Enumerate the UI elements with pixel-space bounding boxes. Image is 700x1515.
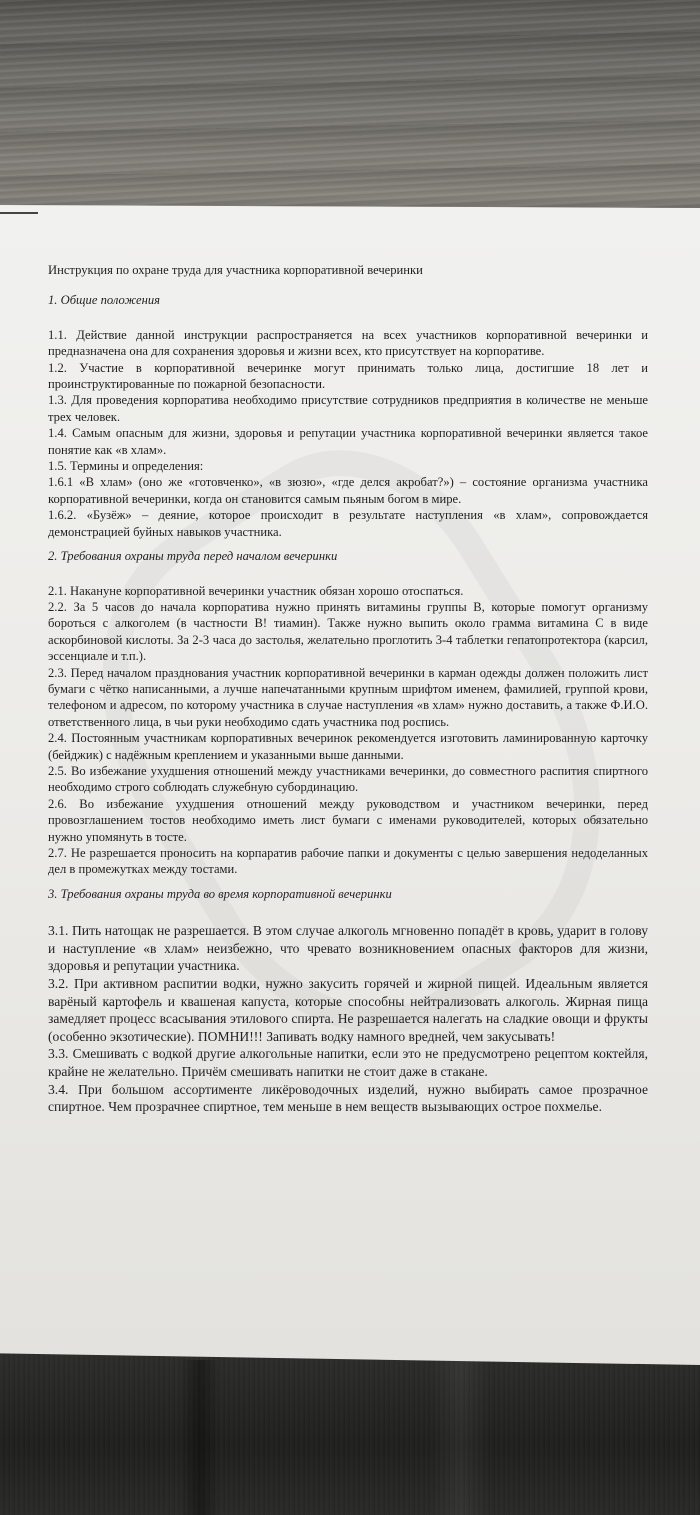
clause-2-5: 2.5. Во избежание ухудшения отношений между участниками вечеринки, до совместного распития спиртного необходимо строго соблюдать служебную субординацию.: [48, 763, 648, 795]
clause-2-1: 2.1. Накануне корпоративной вечеринки участник обязан хорошо отоспаться.: [48, 583, 464, 598]
clause-2-2: 2.2. За 5 часов до начала корпоратива нужно принять витамины группы В, которые помогут организму бороться с алкоголем (в частности В! тиамин). Также нужно выпить около грамма витамина С в виде аскорбиновой кислоты. За 2-3 часа до застолья, желательно проглотить 3-4 таблетки гепатопротектора (карсил, эссенциале и т.п.).: [48, 599, 648, 664]
clause-1-2: 1.2. Участие в корпоративной вечеринке могут принимать только лица, достигшие 18 лет и проинструктированные по пожарной безопасности.: [48, 360, 648, 392]
paper-edge-mark: [0, 212, 38, 214]
section-2-heading: 2. Требования охраны труда перед началом вечеринки: [48, 549, 338, 564]
clause-3-1: 3.1. Пить натощак не разрешается. В этом случае алкоголь мгновенно попадёт в кровь, ударит в голову и наступление «в хлам» неизбежно, что чревато возникновением опасных факторов для жизни, здоровья и репутации участника.: [48, 923, 648, 974]
clause-1-5: 1.5. Термины и определения:: [48, 459, 204, 474]
section-2-items: [48, 583, 648, 878]
section-1-heading: 1. Общие положения: [48, 293, 161, 308]
clause-1-3: 1.3. Для проведения корпоратива необходимо присутствие сотрудников предприятия в количестве не меньше трех человек.: [48, 393, 648, 424]
clause-2-3: 2.3. Перед началом празднования участник корпоративной вечеринки в карман одежды должен положить лист бумаги с чётко написанными, а лучше напечатанными крупным шрифтом именем, фамилией, группой крови, телефоном и адресом, по которому участника в случае наступления «в хлам» нужно доставить, а также Ф.И.О. ответственного лица, в чьи руки необходимо сдать участника под роспись.: [48, 665, 648, 729]
clause-1-6-1: 1.6.1 «В хлам» (оно же «готовченко», «в зюзю», «где делся акробат?») – состояние организма участника корпоративной вечеринки, когда он становится самым пьяным богом в мире.: [48, 475, 648, 506]
clause-3-3: 3.3. Смешивать с водкой другие алкогольные напитки, если это не предусмотрено рецептом коктейля, крайне не желательно. Причём смешивать напитки не стоит даже в стакане.: [48, 1046, 648, 1079]
clause-1-6-2: 1.6.2. «Бузёж» – деяние, которое происходит в результате наступления «в хлам», сопровождается демонстрацией буйных навыков участника.: [48, 508, 648, 539]
clause-1-4: 1.4. Самым опасным для жизни, здоровья и репутации участника корпоративной вечеринки является такое понятие как «в хлам».: [48, 426, 648, 457]
clause-2-6: 2.6. Во избежание ухудшения отношений между руководством и участником вечеринки, перед провозглашением тостов необходимо иметь лист бумаги с именами руководителей, которых обязательно нужно упомянуть в тосте.: [48, 796, 648, 844]
section-3-items: [48, 922, 648, 1116]
section-3-heading: 3. Требования охраны труда во время корпоративной вечеринки: [48, 886, 392, 901]
clause-2-7: 2.7. Не разрешается проносить на корпаратив рабочие папки и документы с целью завершения недоделанных дел в промежутках между тостами.: [48, 846, 648, 877]
fabric-fold: [180, 1360, 220, 1515]
clause-1-1: 1.1. Действие данной инструкции распространяется на всех участников корпоративной вечеринки и предназначена она для сохранения здоровья и жизни всех, кто присутствует на корпоративе.: [48, 327, 648, 359]
clause-3-2: 3.2. При активном распитии водки, нужно закусить горячей и жирной пищей. Идеальным является варёный картофель и квашеная капуста, которые способны нейтрализовать алкоголь. Жирная пища замедляет процесс всасывания этилового спирта. Не разрешается налегать на сладкие овощи и фрукты (особенно экзотические). ПОМНИ!!! Запивать водку намного вредней, чем закусывать!: [48, 976, 648, 1044]
clause-3-4: 3.4. При большом ассортименте ликёроводочных изделий, нужно выбирать самое прозрачное спиртное. Чем прозрачнее спиртное, тем меньше в нем веществ вызывающих острое похмелье.: [48, 1081, 648, 1115]
document-body: [48, 262, 648, 1116]
clause-2-4: 2.4. Постоянным участникам корпоративных вечеринок рекомендуется изготовить ламинированную карточку (бейджик) с надёжным креплением и указанными выше данными.: [48, 731, 648, 762]
dark-fabric-background: [0, 1340, 700, 1515]
section-1-items: [48, 327, 648, 540]
document-title: Инструкция по охране труда для участника корпоративной вечеринки: [48, 263, 423, 277]
fabric-fold: [430, 1360, 490, 1515]
